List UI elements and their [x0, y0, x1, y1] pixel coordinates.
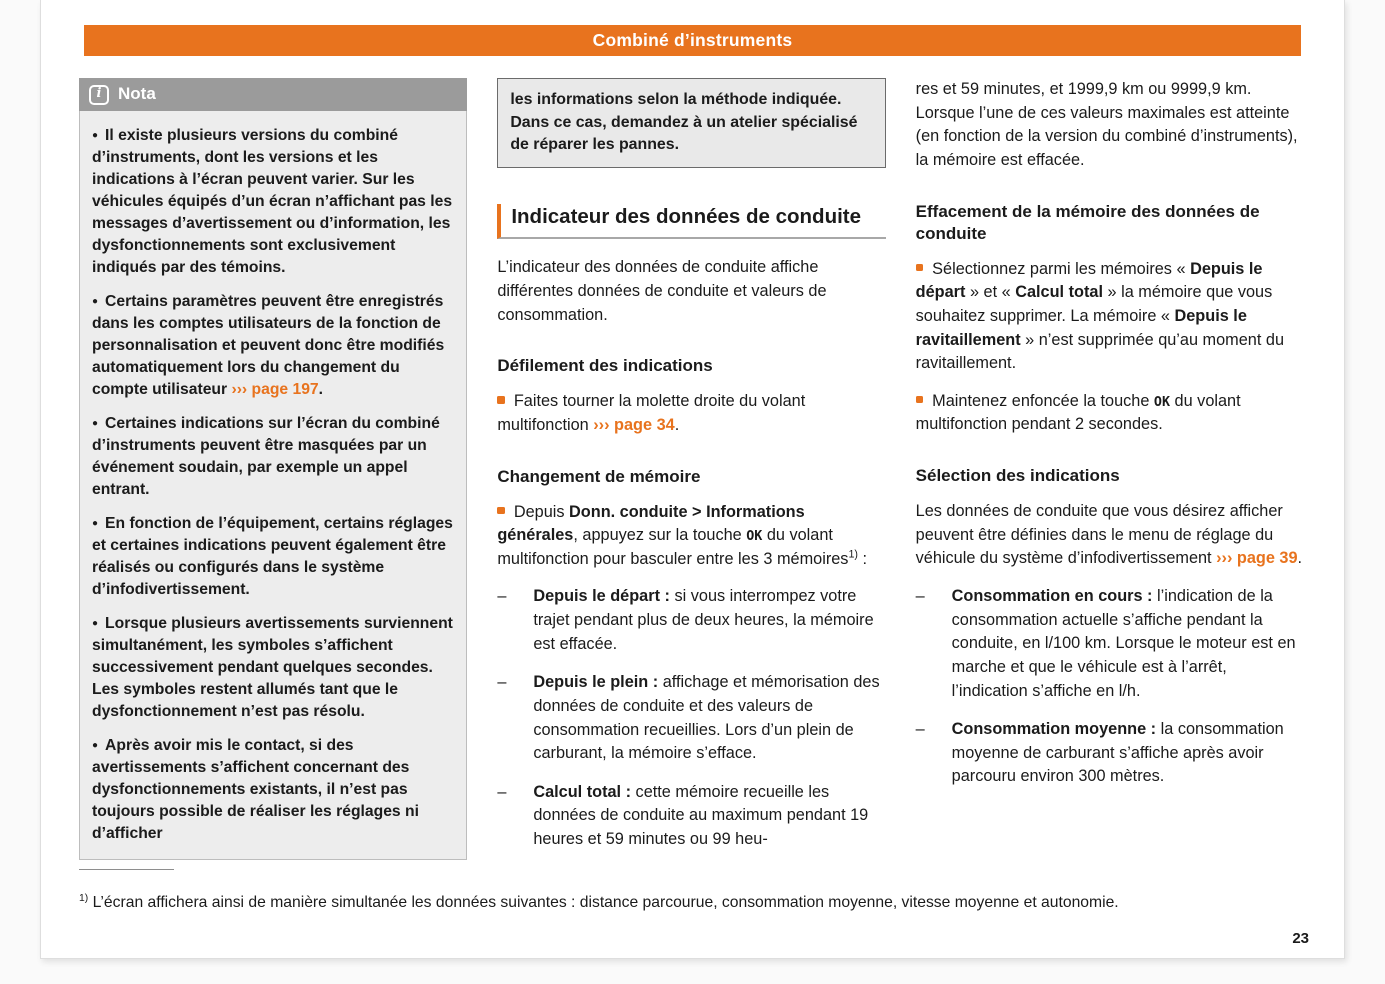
page-cross-reference-link[interactable]: ››› page 39: [1216, 549, 1298, 568]
footnote-text: [79, 894, 1306, 912]
bullet-marker: ●: [92, 739, 99, 751]
nota-item: [92, 413, 454, 501]
bullet-marker: [497, 396, 505, 404]
nota-body: [80, 110, 466, 859]
bullet-text: Sélectionnez parmi les mémoires « Depuis le départ » et « Calcul total » la mémoire que vous souhaitez supprimer. La mémoire « Depuis le ravitaillement » n’est supprimée qu’au moment du ravitaillement.: [915, 259, 1285, 373]
dash-text: Consommation en cours : l’indication de la consommation actuelle s’affiche pendant la conduite, en l/100 km. Lorsque le moteur est en marche et que le véhicule est à l’arrêt, l’indication s’affiche en l/h.: [951, 587, 1296, 700]
footnote-marker: 1): [79, 892, 89, 904]
nota-continuation-text: les informations selon la méthode indiquée. Dans ce cas, demandez à un atelier spécialisé de réparer les pannes.: [510, 91, 858, 154]
bullet-text: Maintenez enfoncée la touche OK du volant multifonction pendant 2 secondes.: [915, 391, 1241, 434]
bullet-marker: [916, 396, 924, 404]
dash-marker: –: [497, 782, 507, 801]
column-left: [79, 78, 467, 867]
nota-continuation-box: [497, 78, 885, 168]
bullet-marker: [916, 264, 924, 272]
subheading-scroll: Défilement des indications: [497, 356, 713, 376]
document-page: [40, 0, 1345, 959]
column-middle: [497, 78, 885, 867]
footnote-rule: [79, 869, 174, 870]
nota-text: En fonction de l’équipement, certains réglages et certaines indications peuvent également être réalisés ou configurés dans le système d’infodivertissement.: [92, 514, 453, 598]
nota-text: Certaines indications sur l’écran du combiné d’instruments peuvent être masquées par un événement soudain, par exemple un appel entrant.: [92, 414, 440, 498]
bullet-text: Depuis Donn. conduite > Informations générales, appuyez sur la touche OK du volant multifonction pour basculer entre les 3 mémoires$^{1)}$ :: [497, 502, 868, 568]
bullet-text: Faites tourner la molette droite du volant multifonction ››› page 34.: [497, 392, 806, 434]
dash-list-item: [497, 585, 885, 656]
nota-header: [79, 78, 467, 111]
nota-title: Nota: [118, 84, 156, 104]
page-columns: [79, 78, 1304, 867]
dash-text: Calcul total : cette mémoire recueille les données de conduite au maximum pendant 19 heures et 59 minutes ou 99 heu-: [533, 782, 869, 849]
page-cross-reference-link[interactable]: ››› page 34: [593, 415, 675, 434]
section-heading-driving-data: Indicateur des données de conduite: [497, 204, 885, 240]
bullet-item: [497, 390, 885, 437]
dash-marker: –: [497, 587, 507, 606]
dash-text: Depuis le plein : affichage et mémorisation des données de conduite et des valeurs de consommation recueillies. Lors d’un plein de carburant, la mémoire s’efface.: [533, 673, 880, 763]
nota-item: [92, 291, 454, 401]
page-cross-reference-link[interactable]: ››› page 197: [231, 380, 319, 398]
bullet-item: [916, 390, 1304, 437]
nota-text: Certains paramètres peuvent être enregistrés dans les comptes utilisateurs de la fonction de personnalisation et peuvent donc être modifiés automatiquement lors du changement du compte utilisateur ››› page 197.: [92, 292, 445, 398]
bullet-marker: ●: [92, 130, 99, 141]
nota-item: [92, 513, 454, 601]
subheading-memory: Changement de mémoire: [497, 466, 701, 486]
bullet-marker: ●: [92, 617, 99, 629]
bullet-marker: ●: [92, 417, 99, 429]
chapter-title: Combiné d’instruments: [592, 30, 793, 50]
dash-text: Depuis le départ : si vous interrompez votre trajet pendant plus de deux heures, la mémoire est effacée.: [533, 587, 874, 653]
nota-text: Après avoir mis le contact, si des avertissements s’affichent concernant des dysfonctionnements existants, il n’est pas toujours possible de réaliser les réglages ni d’afficher: [92, 736, 419, 842]
dash-list-item: [916, 585, 1304, 703]
nota-text: Lorsque plusieurs avertissements surviennent simultanément, les symboles s’affichent successivement pendant quelques secondes. Les symboles restent allumés tant que le dysfonctionnement n’est pas résolu.: [92, 614, 453, 720]
paragraph-selection-intro: Les données de conduite que vous désirez afficher peuvent être définies dans le menu de réglage du véhicule du système d’infodivertissement ››› page 39.: [915, 502, 1303, 568]
bullet-marker: ●: [92, 295, 99, 307]
footnote: [79, 869, 1306, 912]
bullet-item: [497, 501, 885, 572]
bullet-marker: ●: [92, 517, 99, 529]
nota-item: [92, 125, 454, 279]
nota-item: [92, 613, 454, 723]
dash-text: Consommation moyenne : la consommation moyenne de carburant s’affiche après avoir parcouru environ 300 mètres.: [951, 720, 1284, 786]
chapter-banner: [84, 25, 1301, 56]
nota-box: [79, 78, 467, 860]
footnote-body: L’écran affichera ainsi de manière simultanée les données suivantes : distance parcourue, consommation moyenne, vitesse moyenne et autonomie.: [92, 894, 1119, 911]
dash-list-item: [497, 671, 885, 766]
paragraph-continuation: res et 59 minutes, et 1999,9 km ou 9999,9 km. Lorsque l’une de ces valeurs maximales est atteinte (en fonction de la version du combiné d’instruments), la mémoire est effacée.: [915, 80, 1298, 169]
dash-list-item: [497, 781, 885, 852]
subheading-indication-selection: Sélection des indications: [915, 466, 1120, 486]
nota-text: Il existe plusieurs versions du combiné d’instruments, dont les versions et les indications à l’écran peuvent varier. Sur les véhicules équipés d’un écran n’affichant pas les messages d’avertissement ou d’information, les dysfonctionnements sont exclusivement indiqués par des témoins.: [92, 127, 453, 276]
page-number: 23: [1292, 930, 1309, 947]
column-right: [916, 78, 1304, 867]
info-icon: i: [89, 85, 109, 105]
dash-marker: –: [497, 673, 507, 692]
bullet-marker: [497, 507, 505, 515]
nota-item: [92, 735, 454, 845]
dash-marker: –: [915, 720, 925, 739]
dash-marker: –: [915, 587, 925, 606]
dash-list-item: [916, 718, 1304, 789]
subheading-erase-memory: Effacement de la mémoire des données de conduite: [915, 201, 1260, 243]
bullet-item: [916, 258, 1304, 376]
paragraph-intro: L’indicateur des données de conduite affiche différentes données de conduite et valeurs de consommation.: [497, 258, 827, 324]
